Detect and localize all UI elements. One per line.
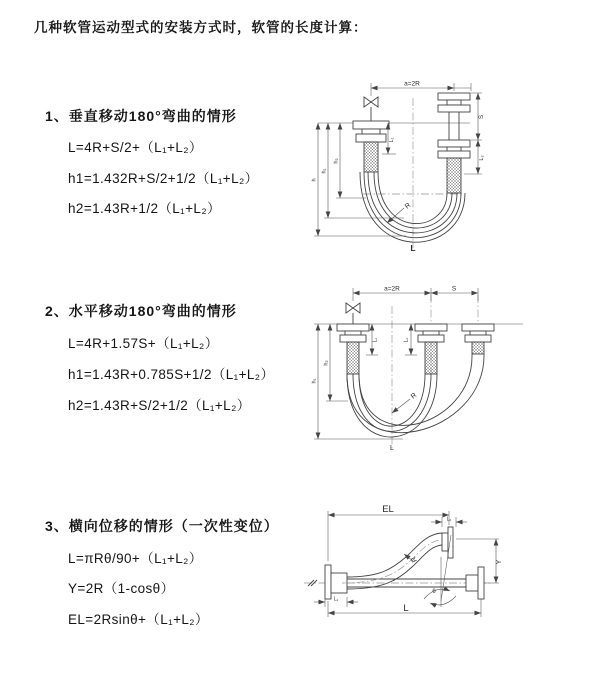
braided-hose-section (447, 158, 461, 193)
label-l2: L₂ (446, 516, 452, 523)
section-2-formula-h1: h1=1.43R+0.785S+1/2（L₁+L₂） (68, 367, 275, 382)
label-el: EL (382, 504, 394, 515)
label-h2: h₂ (323, 360, 330, 366)
label-l1: L₁ (333, 596, 339, 603)
extension-lines (353, 285, 478, 301)
label-h: h (311, 178, 318, 182)
label-theta: θ (432, 589, 436, 595)
label-s: S (479, 114, 485, 120)
section-3-formula-Y: Y=2R（1-cosθ） (68, 581, 175, 596)
label-l2: L₂ (479, 155, 485, 161)
label-radius: R (410, 555, 419, 564)
right-upper-flange (442, 527, 453, 558)
diagram-vertical-180-bend (308, 76, 570, 254)
braided-hose-section (347, 342, 359, 374)
label-a2r: a=2R (404, 80, 420, 88)
label-l1: L₁ (389, 137, 395, 143)
label-s: S (451, 285, 457, 293)
left-flange-stack (353, 121, 389, 172)
section-2-formula-h2: h2=1.43R+S/2+1/2（L₁+L₂） (68, 398, 251, 413)
label-radius: R (403, 201, 413, 211)
right-lower-flange (466, 567, 484, 599)
page-title: 几种软管运动型式的安装方式时，软管的长度计算： (34, 20, 368, 35)
label-a2r: a=2R (384, 285, 400, 293)
section-1-heading: 1、垂直移动180°弯曲的情形 (45, 108, 237, 124)
braided-hose-section (425, 342, 437, 374)
label-h1: h₁ (321, 168, 328, 174)
valve-icon (364, 97, 378, 121)
label-l2: L₂ (403, 337, 410, 343)
diagram-horizontal-180-bend (308, 281, 570, 456)
braided-hose-section (364, 142, 378, 172)
label-h1: h₁ (311, 378, 318, 384)
label-length: L (410, 243, 416, 253)
label-length: L (403, 603, 409, 614)
section-3-formula-L: L=πRθ/90+（L₁+L₂） (68, 551, 203, 566)
section-1-formula-L: L=4R+S/2+（L₁+L₂） (68, 140, 203, 155)
section-1-formula-h1: h1=1.432R+S/2+1/2（L₁+L₂） (68, 171, 259, 186)
left-flange (325, 565, 347, 599)
diagram-lateral-displacement (296, 501, 600, 649)
section-2-heading: 2、水平移动180°弯曲的情形 (45, 303, 237, 319)
braided-hose-section (472, 342, 484, 354)
label-radius: R (409, 391, 419, 401)
valve-icon (346, 303, 360, 324)
right-flange-stack (462, 324, 494, 354)
section-3-heading: 3、横向位移的情形（一次性变位） (45, 518, 279, 534)
radius-leader (392, 399, 410, 413)
right-flange-stack (438, 93, 470, 193)
s-curve-hose (342, 533, 448, 589)
middle-flange-stack (415, 324, 447, 374)
section-1-formula-h2: h2=1.43R+1/2（L₁+L₂） (68, 201, 221, 216)
section-2-formula-L: L=4R+1.57S+（L₁+L₂） (68, 336, 219, 351)
label-l1: L₁ (372, 337, 379, 343)
section-3-formula-EL: EL=2Rsinθ+（L₁+L₂） (68, 612, 209, 627)
label-y: Y (496, 559, 503, 565)
label-h2: h₂ (333, 158, 340, 164)
label-length: L (390, 445, 394, 452)
left-flange-stack (337, 324, 369, 374)
